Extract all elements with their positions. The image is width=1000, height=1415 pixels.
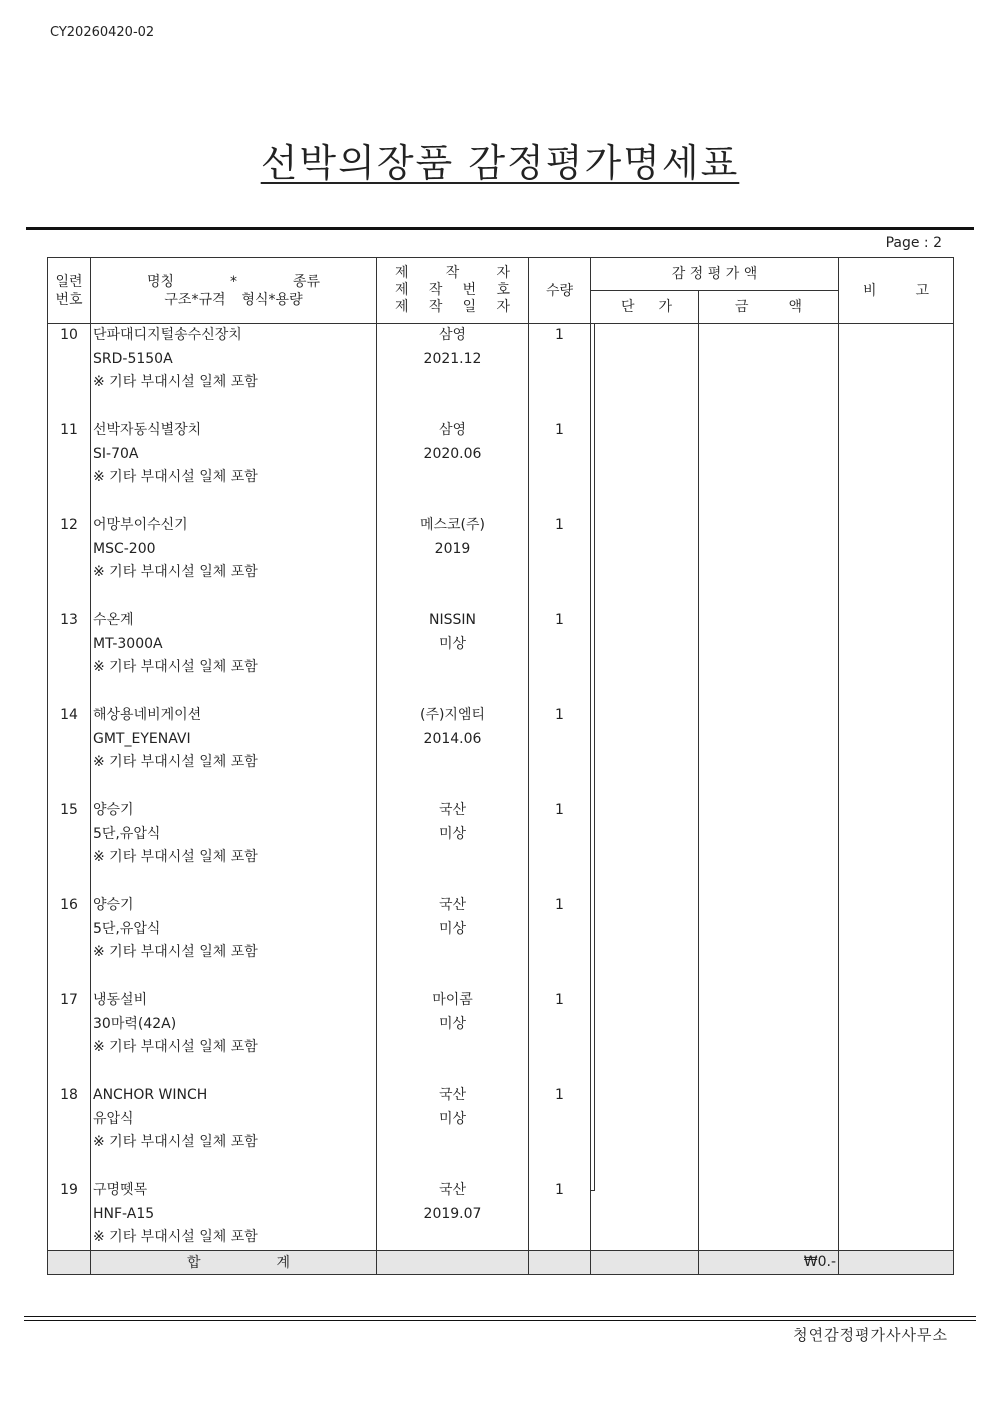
item-quantity: 1 bbox=[529, 894, 591, 989]
item-maker bbox=[377, 324, 529, 420]
bottom-divider-2 bbox=[24, 1320, 976, 1321]
item-note: ※ 기타 부대시설 일체 포함 bbox=[93, 754, 258, 771]
appraisal-table bbox=[47, 257, 954, 1275]
header-appraisal-value: 감 정 평 가 액 bbox=[591, 258, 839, 291]
item-remarks bbox=[839, 799, 954, 894]
item-serial-no: 14 bbox=[48, 704, 91, 799]
item-maker bbox=[377, 894, 529, 989]
item-name: ANCHOR WINCH bbox=[93, 1087, 208, 1103]
item-name: 어망부이수신기 bbox=[93, 517, 188, 533]
item-serial-no: 18 bbox=[48, 1084, 91, 1179]
item-unit-price bbox=[591, 419, 699, 514]
table-row bbox=[48, 419, 954, 514]
item-amount bbox=[699, 894, 839, 989]
item-spec: 유압식 bbox=[93, 1110, 134, 1127]
item-unit-price bbox=[591, 989, 699, 1084]
item-description bbox=[91, 799, 377, 894]
header-remarks: 비 고 bbox=[839, 258, 954, 324]
item-description bbox=[91, 609, 377, 704]
item-maker-name: 삼영 bbox=[438, 327, 467, 343]
item-unit-price bbox=[591, 704, 699, 799]
item-date: 미상 bbox=[438, 1110, 467, 1127]
table-row bbox=[48, 514, 954, 609]
item-amount bbox=[699, 799, 839, 894]
item-note: ※ 기타 부대시설 일체 포함 bbox=[93, 564, 258, 581]
table-row bbox=[48, 609, 954, 704]
item-quantity: 1 bbox=[529, 704, 591, 799]
item-unit-price bbox=[591, 514, 699, 609]
office-name: 청연감정평가사사무소 bbox=[793, 1326, 948, 1344]
item-maker-name: 국산 bbox=[438, 802, 467, 818]
item-amount bbox=[699, 514, 839, 609]
bottom-divider bbox=[24, 1316, 976, 1317]
item-spec: 5단,유압식 bbox=[93, 825, 161, 842]
item-quantity: 1 bbox=[529, 324, 591, 420]
item-maker-name: 메스코(주) bbox=[419, 517, 486, 533]
item-unit-price bbox=[591, 1179, 699, 1250]
item-maker bbox=[377, 704, 529, 799]
item-note: ※ 기타 부대시설 일체 포함 bbox=[93, 944, 258, 961]
item-serial-no: 19 bbox=[48, 1179, 91, 1250]
item-name: 양승기 bbox=[93, 897, 134, 913]
top-divider bbox=[26, 227, 974, 230]
item-note: ※ 기타 부대시설 일체 포함 bbox=[93, 374, 258, 391]
item-date: 미상 bbox=[438, 825, 467, 842]
unit-price-inner-line bbox=[594, 323, 595, 1191]
item-spec: GMT_EYENAVI bbox=[93, 730, 191, 747]
item-quantity: 1 bbox=[529, 989, 591, 1084]
item-amount bbox=[699, 419, 839, 514]
item-description bbox=[91, 704, 377, 799]
item-unit-price bbox=[591, 1084, 699, 1179]
item-note: ※ 기타 부대시설 일체 포함 bbox=[93, 1229, 258, 1246]
document-title: 선박의장품 감정평가명세표 bbox=[260, 141, 740, 185]
item-remarks bbox=[839, 324, 954, 420]
item-spec: HNF-A15 bbox=[93, 1205, 155, 1222]
table-row bbox=[48, 324, 954, 420]
item-maker-name: 국산 bbox=[438, 1087, 467, 1103]
item-description bbox=[91, 989, 377, 1084]
item-spec: SRD-5150A bbox=[93, 350, 173, 367]
total-amount: ₩0.- bbox=[699, 1250, 839, 1274]
item-date: 2020.06 bbox=[423, 445, 482, 462]
item-note: ※ 기타 부대시설 일체 포함 bbox=[93, 1039, 258, 1056]
item-maker-name: NISSIN bbox=[429, 612, 476, 628]
item-date: 미상 bbox=[438, 920, 467, 937]
table-row bbox=[48, 799, 954, 894]
item-description bbox=[91, 1179, 377, 1250]
item-unit-price bbox=[591, 894, 699, 989]
item-quantity: 1 bbox=[529, 419, 591, 514]
item-remarks bbox=[839, 894, 954, 989]
item-serial-no: 15 bbox=[48, 799, 91, 894]
table-row bbox=[48, 894, 954, 989]
item-maker bbox=[377, 799, 529, 894]
item-maker bbox=[377, 514, 529, 609]
item-remarks bbox=[839, 704, 954, 799]
item-date: 미상 bbox=[438, 635, 467, 652]
item-name: 양승기 bbox=[93, 802, 134, 818]
header-name-spec: 명칭 * 종류 구조*규격 형식*용량 bbox=[91, 258, 377, 324]
item-note: ※ 기타 부대시설 일체 포함 bbox=[93, 659, 258, 676]
header-maker: 제 작 자 제 작 번 호 제 작 일 자 bbox=[377, 258, 529, 324]
item-name: 구명뗏목 bbox=[93, 1182, 148, 1198]
item-description bbox=[91, 894, 377, 989]
item-name: 선박자동식별장치 bbox=[93, 422, 202, 438]
item-name: 냉동설비 bbox=[93, 992, 148, 1008]
item-note: ※ 기타 부대시설 일체 포함 bbox=[93, 1134, 258, 1151]
item-serial-no: 17 bbox=[48, 989, 91, 1084]
item-maker bbox=[377, 419, 529, 514]
table-row bbox=[48, 704, 954, 799]
item-quantity: 1 bbox=[529, 1179, 591, 1250]
item-maker-name: 국산 bbox=[438, 1182, 467, 1198]
item-date: 2019.07 bbox=[423, 1205, 482, 1222]
item-serial-no: 16 bbox=[48, 894, 91, 989]
item-date: 미상 bbox=[438, 1015, 467, 1032]
item-amount bbox=[699, 1084, 839, 1179]
item-maker bbox=[377, 609, 529, 704]
page-number: Page : 2 bbox=[885, 235, 942, 251]
header-serial-no: 일련 번호 bbox=[48, 258, 91, 324]
item-quantity: 1 bbox=[529, 799, 591, 894]
item-maker-name: 삼영 bbox=[438, 422, 467, 438]
item-maker bbox=[377, 1084, 529, 1179]
item-description bbox=[91, 1084, 377, 1179]
item-spec: 30마력(42A) bbox=[93, 1015, 177, 1032]
item-serial-no: 12 bbox=[48, 514, 91, 609]
item-spec: MSC-200 bbox=[93, 540, 156, 557]
item-amount bbox=[699, 609, 839, 704]
item-maker bbox=[377, 989, 529, 1084]
item-maker-name: 국산 bbox=[438, 897, 467, 913]
item-amount bbox=[699, 704, 839, 799]
item-name: 해상용네비게이션 bbox=[93, 707, 202, 723]
header-unit-price: 단 가 bbox=[591, 291, 699, 324]
item-spec: SI-70A bbox=[93, 445, 139, 462]
item-amount bbox=[699, 324, 839, 420]
item-quantity: 1 bbox=[529, 1084, 591, 1179]
item-remarks bbox=[839, 989, 954, 1084]
item-spec: MT-3000A bbox=[93, 635, 163, 652]
total-label: 합 계 bbox=[91, 1250, 377, 1274]
total-row bbox=[48, 1250, 954, 1274]
unit-price-inner-tick bbox=[590, 1190, 595, 1191]
item-remarks bbox=[839, 1084, 954, 1179]
item-maker-name: (주)지엠티 bbox=[419, 707, 486, 723]
item-description bbox=[91, 514, 377, 609]
item-serial-no: 13 bbox=[48, 609, 91, 704]
item-amount bbox=[699, 989, 839, 1084]
item-name: 수온계 bbox=[93, 612, 134, 628]
document-id: CY20260420-02 bbox=[50, 25, 155, 40]
item-quantity: 1 bbox=[529, 514, 591, 609]
item-remarks bbox=[839, 1179, 954, 1250]
table-row bbox=[48, 989, 954, 1084]
item-name: 단파대디지털송수신장치 bbox=[93, 327, 242, 343]
item-spec: 5단,유압식 bbox=[93, 920, 161, 937]
item-quantity: 1 bbox=[529, 609, 591, 704]
header-amount: 금 액 bbox=[699, 291, 839, 324]
item-date: 2021.12 bbox=[423, 350, 482, 367]
item-serial-no: 11 bbox=[48, 419, 91, 514]
table-row bbox=[48, 1084, 954, 1179]
item-description bbox=[91, 324, 377, 420]
header-quantity: 수량 bbox=[529, 258, 591, 324]
table-row bbox=[48, 1179, 954, 1250]
item-unit-price bbox=[591, 799, 699, 894]
item-note: ※ 기타 부대시설 일체 포함 bbox=[93, 849, 258, 866]
item-remarks bbox=[839, 609, 954, 704]
item-remarks bbox=[839, 514, 954, 609]
item-maker bbox=[377, 1179, 529, 1250]
item-unit-price bbox=[591, 609, 699, 704]
item-remarks bbox=[839, 419, 954, 514]
item-note: ※ 기타 부대시설 일체 포함 bbox=[93, 469, 258, 486]
item-date: 2014.06 bbox=[423, 730, 482, 747]
item-serial-no: 10 bbox=[48, 324, 91, 420]
item-date: 2019 bbox=[434, 540, 471, 557]
item-unit-price bbox=[591, 324, 699, 420]
item-amount bbox=[699, 1179, 839, 1250]
item-description bbox=[91, 419, 377, 514]
item-maker-name: 마이콤 bbox=[432, 992, 473, 1008]
